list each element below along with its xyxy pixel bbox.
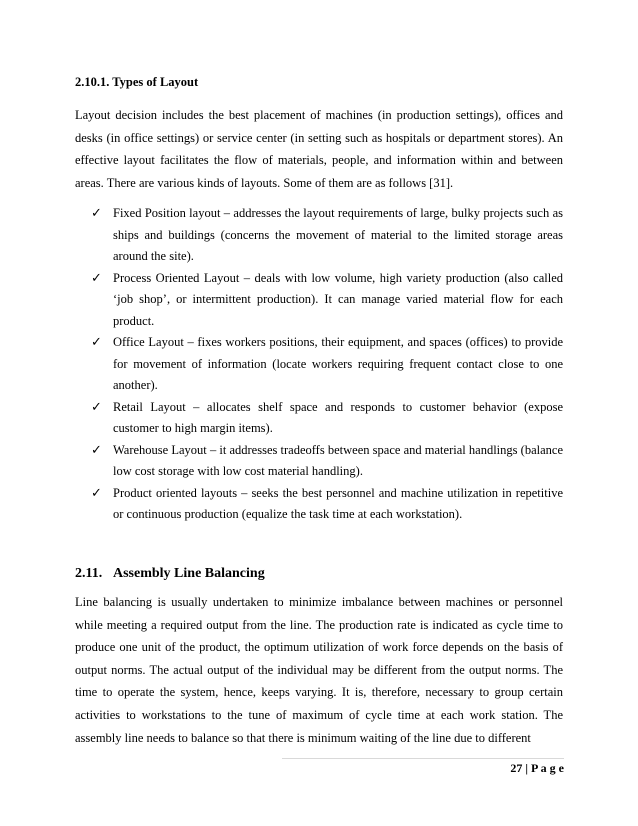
assembly-paragraph: Line balancing is usually undertaken to minimize imbalance between machines or personnel while meeting a required output from the line. The production rate is indicated as cycle time to produce one unit of the product, the optimum utilization of work force depends on the basis of output norms. The actual output of the individual may be different from the output norms. The time to operate the system, hence, keeps varying. It is, therefore, necessary to group certain activities to workstations to the tune of maximum of cycle time at each work station. The assembly line needs to balance so that there is minimum waiting of the line due to different	[75, 595, 563, 745]
section-heading-types-of-layout: 2.10.1. Types of Layout	[75, 75, 199, 89]
section-heading-assembly-line-balancing	[75, 565, 265, 583]
check-icon: ✓	[91, 399, 102, 415]
intro-paragraph: Layout decision includes the best placement of machines (in production settings), offices and desks (in office settings) or service center (in setting such as hospitals or department stores). An effective layout facilitates the flow of materials, people, and information within and between areas. There are various kinds of layouts. Some of them are as follows [31].	[75, 108, 563, 190]
list-item-text: Warehouse Layout – it addresses tradeoffs between space and material handlings (balance low cost storage with low cost material handling).	[113, 442, 563, 478]
list-item	[75, 483, 563, 526]
list-item-text: Fixed Position layout – addresses the layout requirements of large, bulky projects such as ships and buildings (concerns the movement of material to the limited storage areas around the site).	[113, 206, 563, 263]
list-item-text: Product oriented layouts – seeks the best personnel and machine utilization in repetitive or continuous production (equalize the task time at each workstation).	[113, 485, 563, 521]
section-title: Assembly Line Balancing	[113, 566, 265, 581]
list-item	[75, 268, 563, 333]
list-item-text: Office Layout – fixes workers positions, their equipment, and spaces (offices) to provide for movement of information (locate workers requiring frequent contact close to one another).	[113, 335, 563, 392]
page-number-footer: 27 | P a g e	[510, 761, 564, 775]
check-icon: ✓	[91, 206, 102, 221]
list-item	[75, 203, 563, 268]
list-item	[75, 397, 563, 440]
check-icon: ✓	[91, 270, 102, 286]
section-number: 2.11.	[75, 566, 103, 581]
list-item	[75, 332, 563, 397]
list-item-text: Retail Layout – allocates shelf space and responds to customer behavior (expose customer to high margin items).	[113, 399, 563, 435]
layout-types-list	[75, 203, 563, 526]
list-item	[75, 440, 563, 483]
footer-divider	[282, 758, 564, 759]
check-icon: ✓	[91, 485, 102, 501]
list-item-text: Process Oriented Layout – deals with low volume, high variety production (also called ‘job shop’, or intermittent production). It can manage varied material flow for each product.	[113, 270, 563, 328]
check-icon: ✓	[91, 442, 102, 458]
check-icon: ✓	[91, 335, 102, 350]
